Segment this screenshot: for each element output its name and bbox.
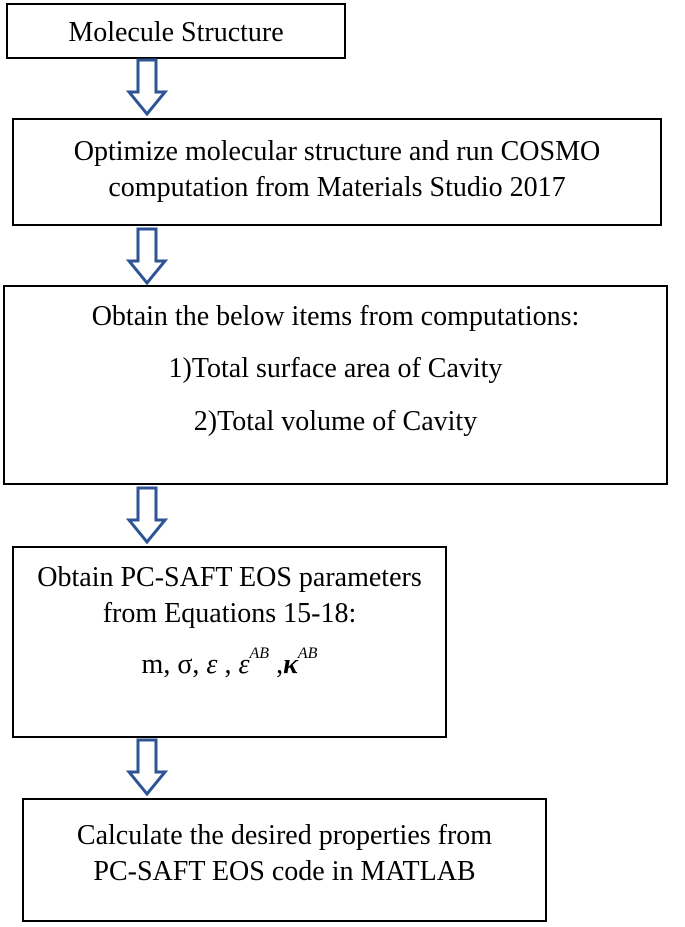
step-pcsaft-parameters — [12, 546, 447, 738]
param-m: m, — [141, 648, 171, 680]
step1-text: Molecule Structure — [68, 17, 284, 48]
param-epsilon-ab: ε — [238, 648, 250, 680]
step-molecule-structure — [6, 3, 346, 59]
step4-line1: Obtain PC-SAFT EOS parameters — [37, 562, 422, 593]
step5-line2: PC-SAFT EOS code in MATLAB — [93, 856, 476, 888]
step4-parameters — [14, 647, 445, 683]
param-comma-1: , — [224, 648, 232, 680]
step3-line2: 1)Total surface area of Cavity — [168, 353, 503, 385]
param-kappa-ab-superscript: AB — [297, 645, 318, 663]
step-optimize-cosmo — [12, 118, 662, 226]
down-arrow-icon — [125, 58, 169, 118]
step5-line1: Calculate the desired properties from — [76, 820, 493, 851]
step2-line1: Optimize molecular structure and run COSMO — [73, 136, 601, 167]
step4-line2: from Equations 15-18: — [102, 598, 357, 630]
step-calculate-properties — [22, 798, 547, 922]
down-arrow-icon — [125, 227, 169, 287]
step3-line1: Obtain the below items from computations: — [91, 301, 580, 332]
step3-line3: 2)Total volume of Cavity — [193, 405, 478, 437]
step-obtain-items — [3, 285, 668, 485]
param-comma-2: , — [276, 648, 284, 680]
param-epsilon: ε — [206, 648, 218, 680]
step2-line2: computation from Materials Studio 2017 — [108, 172, 566, 204]
param-kappa-ab: κ — [283, 648, 298, 680]
down-arrow-icon — [125, 738, 169, 798]
param-epsilon-ab-superscript: AB — [249, 645, 270, 663]
param-sigma: σ, — [177, 648, 200, 680]
down-arrow-icon — [125, 486, 169, 546]
